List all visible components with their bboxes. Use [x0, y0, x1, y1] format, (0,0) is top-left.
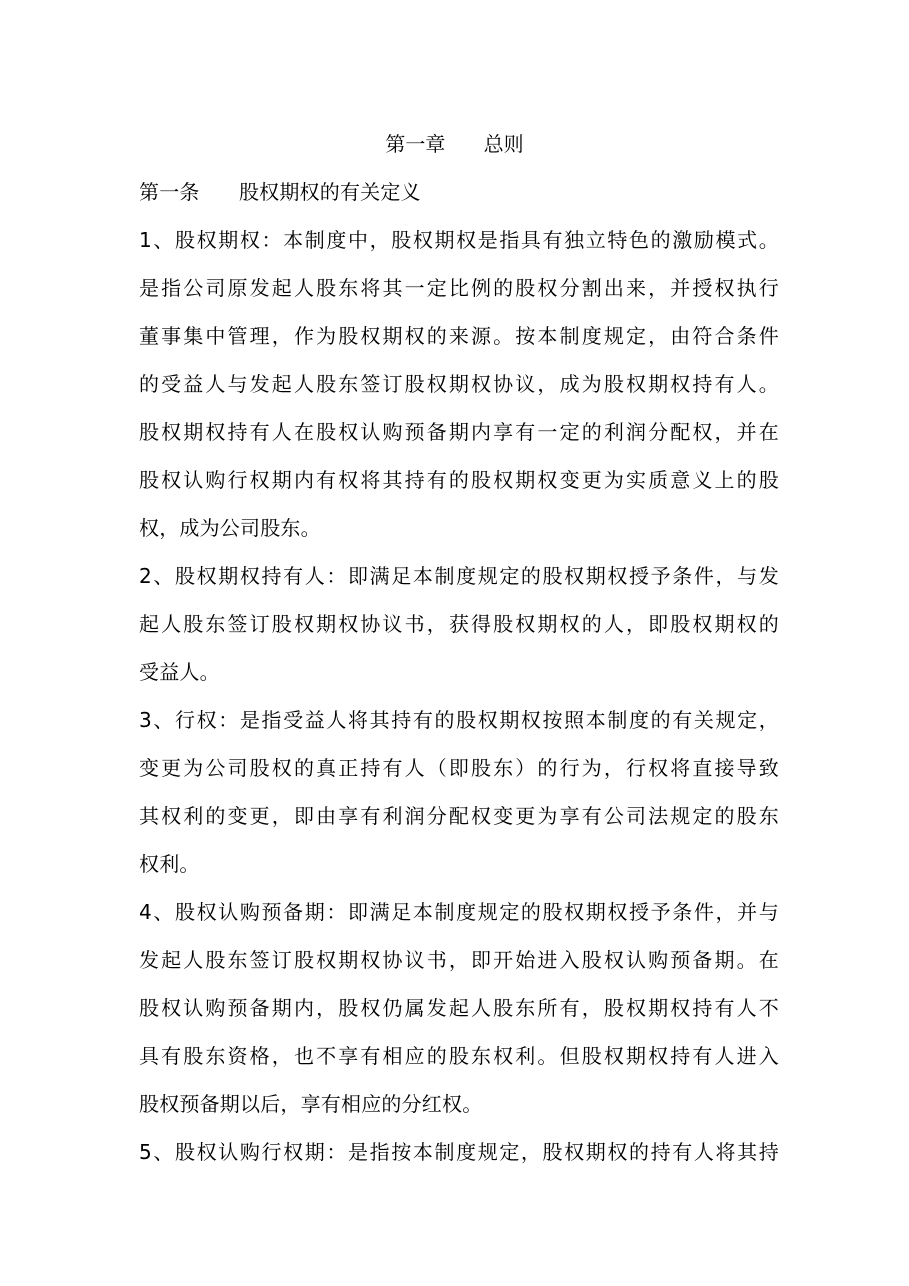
paragraph-line: 其权利的变更，即由享有利润分配权变更为享有公司法规定的股东: [139, 804, 779, 828]
paragraph-line: 变更为公司股权的真正持有人（即股东）的行为，行权将直接导致: [139, 756, 779, 780]
paragraph-line: 股权认购预备期内，股权仍属发起人股东所有，股权期权持有人不: [139, 996, 779, 1020]
paragraph-line: 的受益人与发起人股东签订股权期权协议，成为股权期权持有人。: [139, 372, 779, 396]
paragraph-line: 1、股权期权：本制度中，股权期权是指具有独立特色的激励模式。: [139, 228, 779, 252]
paragraph-line: 5、股权认购行权期：是指按本制度规定，股权期权的持有人将其持: [139, 1140, 779, 1164]
paragraph-line: 4、股权认购预备期：即满足本制度规定的股权期权授予条件，并与: [139, 900, 779, 924]
paragraph-line: 股权预备期以后，享有相应的分红权。: [139, 1092, 483, 1116]
paragraph-line: 发起人股东签订股权期权协议书，即开始进入股权认购预备期。在: [139, 948, 779, 972]
chapter-title: 第一章 总则: [385, 132, 524, 156]
paragraph-line: 股权认购行权期内有权将其持有的股权期权变更为实质意义上的股: [139, 468, 779, 492]
paragraph-line: 董事集中管理，作为股权期权的来源。按本制度规定，由符合条件: [139, 324, 779, 348]
paragraph-line: 2、股权期权持有人：即满足本制度规定的股权期权授予条件，与发: [139, 564, 779, 588]
paragraph-line: 权利。: [139, 852, 200, 876]
paragraph-line: 股权期权持有人在股权认购预备期内享有一定的利润分配权，并在: [139, 420, 779, 444]
paragraph-line: 权，成为公司股东。: [139, 516, 321, 540]
paragraph-line: 具有股东资格，也不享有相应的股东权利。但股权期权持有人进入: [139, 1044, 779, 1068]
paragraph-line: 受益人。: [139, 660, 220, 684]
paragraph-line: 是指公司原发起人股东将其一定比例的股权分割出来，并授权执行: [139, 276, 779, 300]
paragraph-line: 起人股东签订股权期权协议书，获得股权期权的人，即股权期权的: [139, 612, 779, 636]
paragraph-line: 3、行权：是指受益人将其持有的股权期权按照本制度的有关规定，: [139, 708, 779, 732]
article-title: 第一条 股权期权的有关定义: [139, 180, 421, 204]
